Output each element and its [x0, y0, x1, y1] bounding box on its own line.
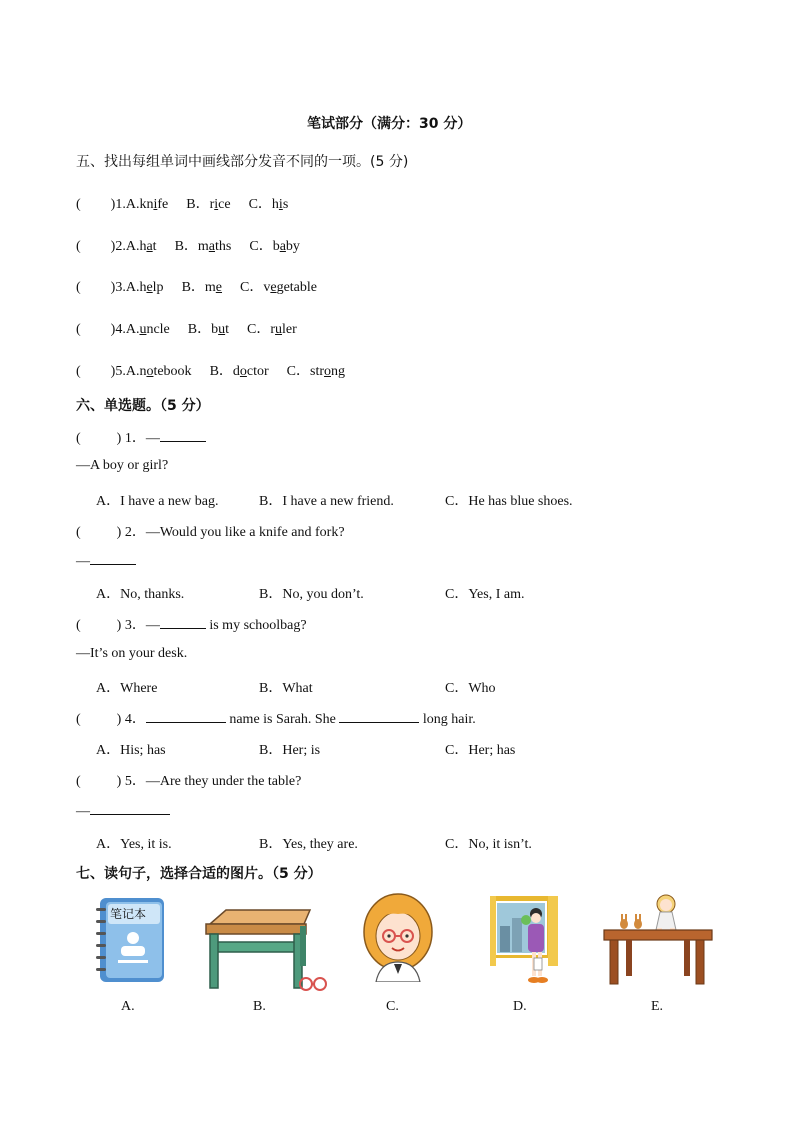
q5-reply — [76, 802, 170, 820]
answer-blank[interactable] — [160, 429, 206, 442]
q4-option-a[interactable]: A．His; has — [96, 743, 166, 758]
q1-stem — [76, 427, 206, 447]
q3-option-b[interactable]: B．What — [259, 681, 313, 696]
option-c-label: C． — [248, 197, 272, 212]
q1-option-a[interactable]: A．I have a new bag. — [96, 494, 219, 509]
paren-open: ( — [76, 431, 81, 446]
word-part: t — [225, 322, 230, 337]
q2-reply — [76, 552, 136, 570]
q4-option-c[interactable]: C．Her; has — [445, 743, 516, 758]
option-a-word[interactable] — [139, 197, 168, 213]
q3-option-a[interactable]: A．Where — [96, 681, 158, 696]
phonics-item — [76, 276, 317, 296]
option-b-label: B． — [181, 280, 205, 295]
q5-stem — [76, 770, 301, 790]
option-c-word[interactable] — [310, 364, 345, 380]
word-part: t — [152, 239, 157, 254]
word-part: r — [270, 322, 276, 337]
option-b-label: B． — [174, 239, 198, 254]
underlined-letters: u — [218, 322, 226, 337]
underlined-letters: u — [275, 322, 283, 337]
paren-open: ( — [76, 364, 81, 379]
word-part: ths — [215, 239, 232, 254]
q2-option-b[interactable]: B．No, you don’t. — [259, 587, 364, 602]
section-7-heading: 七、读句子，选择合适的图片。（5 分） — [76, 866, 322, 882]
q4-stem-text: ) 4． — [116, 712, 146, 727]
q1-option-b[interactable]: B．I have a new friend. — [259, 494, 394, 509]
answer-blank[interactable] — [146, 710, 226, 723]
paren-open: ( — [76, 239, 81, 254]
option-c-word[interactable] — [272, 197, 288, 213]
q2-option-c[interactable]: C．Yes, I am. — [445, 587, 525, 602]
picture-a-notebook[interactable] — [96, 896, 168, 984]
option-a-word[interactable] — [139, 322, 169, 338]
word-part: by — [285, 239, 300, 254]
q3-reply: —It’s on your desk. — [76, 646, 188, 661]
q3-stem — [76, 614, 307, 634]
q2-stem-text: ) 2．—Would you like a knife and fork? — [116, 525, 345, 540]
answer-blank[interactable] — [90, 552, 136, 565]
option-b-label: B． — [186, 197, 210, 212]
paren-open: ( — [76, 322, 81, 337]
paren-open: ( — [76, 280, 81, 295]
window-cleaning-icon — [490, 896, 558, 986]
option-a-word[interactable] — [139, 364, 191, 380]
q2-reply-text: — — [76, 554, 90, 569]
word-part: fe — [157, 197, 169, 212]
q3-stem-text: ) 3．— — [116, 618, 160, 633]
picture-label-c: C. — [386, 999, 399, 1014]
q4-stem-mid: name is Sarah. She — [225, 712, 340, 727]
option-b-word[interactable] — [210, 197, 231, 213]
word-part: ng — [331, 364, 346, 379]
option-b-label: B． — [187, 322, 212, 337]
q3-option-c[interactable]: C．Who — [445, 681, 496, 696]
word-part: lp — [152, 280, 164, 295]
picture-b-desk[interactable] — [200, 906, 330, 992]
word-part: r — [209, 197, 215, 212]
q5-option-b[interactable]: B．Yes, they are. — [259, 837, 358, 852]
q4-option-b[interactable]: B．Her; is — [259, 743, 321, 758]
underlined-letters: i — [153, 197, 158, 212]
section-6-heading: 六、单选题。（5 分） — [76, 398, 210, 414]
option-c-label: C． — [247, 322, 271, 337]
word-part: tebook — [153, 364, 192, 379]
option-c-word[interactable] — [263, 280, 317, 296]
q5-reply-text: — — [76, 804, 90, 819]
word-part: h — [139, 239, 147, 254]
option-c-label: C． — [286, 364, 311, 379]
phonics-item — [76, 360, 345, 380]
picture-e-table-doll[interactable] — [602, 888, 714, 986]
underlined-letters: i — [278, 197, 283, 212]
phonics-item — [76, 193, 288, 213]
word-part: b — [211, 322, 219, 337]
word-part: getable — [276, 280, 317, 295]
paren-open: ( — [76, 774, 81, 789]
q3-stem-after: is my schoolbag? — [205, 618, 307, 633]
word-part: b — [272, 239, 280, 254]
option-c-label: C． — [240, 280, 264, 295]
girl-icon — [362, 892, 434, 982]
page-title: 笔试部分（满分：30 分） — [307, 116, 472, 132]
option-b-word[interactable] — [233, 364, 269, 380]
word-part: m — [197, 239, 209, 254]
underlined-letters: e — [146, 280, 153, 295]
picture-label-b: B. — [253, 999, 266, 1014]
item-number: )4.A. — [110, 322, 140, 337]
q5-option-a[interactable]: A．Yes, it is. — [96, 837, 172, 852]
option-b-label: B． — [209, 364, 233, 379]
desk-icon — [200, 906, 330, 992]
q2-stem — [76, 521, 345, 541]
word-part: s — [282, 197, 289, 212]
word-part: h — [271, 197, 279, 212]
picture-label-a: A. — [121, 999, 135, 1014]
option-c-label: C． — [249, 239, 273, 254]
answer-blank[interactable] — [90, 802, 170, 815]
item-number: )3.A. — [110, 280, 140, 295]
item-number: )1.A. — [110, 197, 140, 212]
word-part: m — [204, 280, 216, 295]
underlined-letters: a — [279, 239, 286, 254]
answer-blank[interactable] — [339, 710, 419, 723]
word-part: str — [310, 364, 325, 379]
paren-open: ( — [76, 197, 81, 212]
q4-stem-end: long hair. — [419, 712, 476, 727]
word-part: v — [263, 280, 271, 295]
picture-label-d: D. — [513, 999, 527, 1014]
picture-label-e: E. — [651, 999, 664, 1014]
word-part: ce — [218, 197, 231, 212]
phonics-item — [76, 235, 300, 255]
phonics-item — [76, 318, 297, 338]
underlined-letters: u — [139, 322, 147, 337]
word-part: d — [232, 364, 240, 379]
notebook-text: 笔记本 — [110, 907, 147, 921]
underlined-letters: a — [146, 239, 153, 254]
option-b-word[interactable] — [198, 239, 231, 255]
option-c-word[interactable] — [270, 322, 296, 338]
underlined-letters: i — [214, 197, 219, 212]
underlined-letters: a — [208, 239, 216, 254]
underlined-letters: o — [239, 364, 247, 379]
item-number: )2.A. — [110, 239, 140, 254]
underlined-letters: o — [324, 364, 332, 379]
section-5-heading: 五、找出每组单词中画线部分发音不同的一项。(5 分) — [76, 154, 409, 170]
word-part: kn — [139, 197, 154, 212]
q4-stem — [76, 708, 476, 728]
picture-c-girl[interactable] — [362, 892, 434, 982]
underlined-letters: e — [270, 280, 277, 295]
word-part: ler — [282, 322, 297, 337]
table-doll-icon — [602, 888, 714, 986]
underlined-letters: o — [146, 364, 154, 379]
item-number: )5.A. — [110, 364, 140, 379]
option-b-word[interactable] — [211, 322, 229, 338]
q1-reply: —A boy or girl? — [76, 458, 169, 473]
answer-blank[interactable] — [160, 616, 206, 629]
q5-stem-text: ) 5．—Are they under the table? — [116, 774, 302, 789]
paren-open: ( — [76, 712, 81, 727]
q2-option-a[interactable]: A．No, thanks. — [96, 587, 185, 602]
word-part: ncle — [146, 322, 170, 337]
option-a-word[interactable] — [139, 239, 156, 255]
word-part: n — [139, 364, 147, 379]
picture-d-window[interactable] — [490, 896, 558, 986]
q1-stem-text: ) 1．— — [116, 431, 160, 446]
q1-option-c[interactable]: C．He has blue shoes. — [445, 494, 573, 509]
underlined-letters: e — [215, 280, 223, 295]
option-c-word[interactable] — [273, 239, 300, 255]
word-part: h — [139, 280, 147, 295]
option-a-word[interactable] — [139, 280, 163, 296]
paren-open: ( — [76, 525, 81, 540]
word-part: ctor — [246, 364, 269, 379]
option-b-word[interactable] — [205, 280, 222, 296]
paren-open: ( — [76, 618, 81, 633]
q5-option-c[interactable]: C．No, it isn’t. — [445, 837, 532, 852]
